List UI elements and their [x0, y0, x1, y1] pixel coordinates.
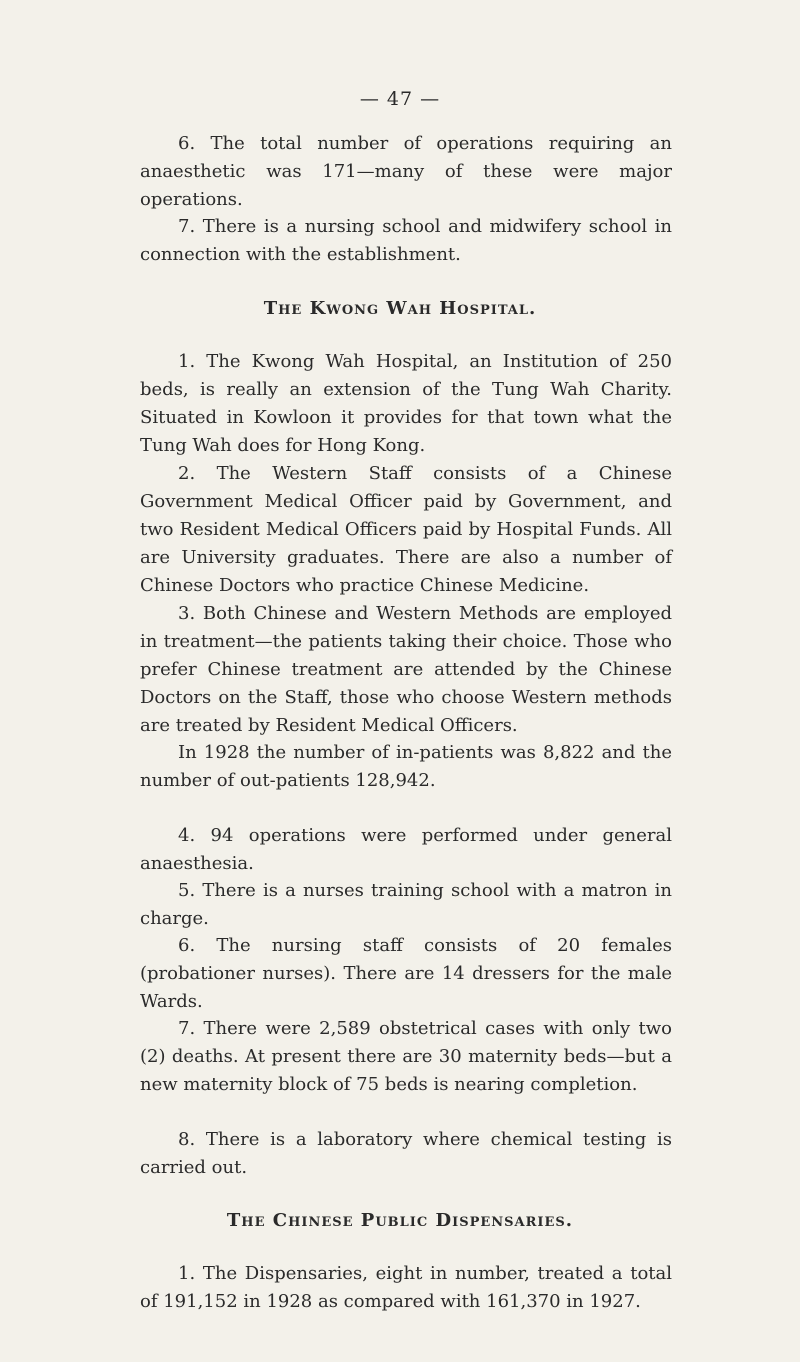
paragraph-kwong-wah-8: 8. There is a laboratory where chemical testing is carried out.: [140, 1129, 672, 1178]
paragraph-kwong-wah-7: 7. There were 2,589 obstetrical cases with only two (2) deaths. At present there are 30 maternity beds—but a new maternity block of 75 beds is nearing completion.: [140, 1018, 672, 1095]
paragraph-operations-anaesthetic: 6. The total number of operations requiring an anaesthetic was 171—many of these were major operations.: [140, 133, 672, 210]
paragraph-kwong-wah-4: 4. 94 operations were performed under general anaesthesia.: [140, 825, 672, 874]
paragraph-patient-numbers: In 1928 the number of in-patients was 8,822 and the number of out-patients 128,942.: [140, 742, 672, 791]
heading-public-dispensaries: The Chinese Public Dispensaries.: [226, 1210, 574, 1231]
paragraph-kwong-wah-2: 2. The Western Staff consists of a Chinese Government Medical Officer paid by Government, and two Resident Medical Officers paid by Hospital Funds. All are University graduates. There are also a number of Chinese Doctors who practice Chinese Medicine.: [140, 463, 672, 596]
paragraph-kwong-wah-3: 3. Both Chinese and Western Methods are employed in treatment—the patients taking their choice. Those who prefer Chinese treatment are attended by the Chinese Doctors on the Staff, those who choose Western methods are treated by Resident Medical Officers.: [140, 603, 672, 736]
heading-kwong-wah-hospital: The Kwong Wah Hospital.: [263, 298, 537, 319]
paragraph-kwong-wah-6: 6. The nursing staff consists of 20 females (probationer nurses). There are 14 dressers for the male Wards.: [140, 935, 672, 1012]
paragraph-kwong-wah-5: 5. There is a nurses training school with a matron in charge.: [140, 880, 672, 929]
paragraph-kwong-wah-1: 1. The Kwong Wah Hospital, an Institution of 250 beds, is really an extension of the Tung Wah Charity. Situated in Kowloon it provides for that town what the Tung Wah does for Hong Kong.: [140, 351, 672, 456]
paragraph-nursing-school: 7. There is a nursing school and midwifery school in connection with the establishment.: [140, 216, 672, 265]
paragraph-dispensaries-1: 1. The Dispensaries, eight in number, treated a total of 191,152 in 1928 as compared with 161,370 in 1927.: [140, 1263, 672, 1312]
page-number: — 47 —: [359, 88, 441, 110]
